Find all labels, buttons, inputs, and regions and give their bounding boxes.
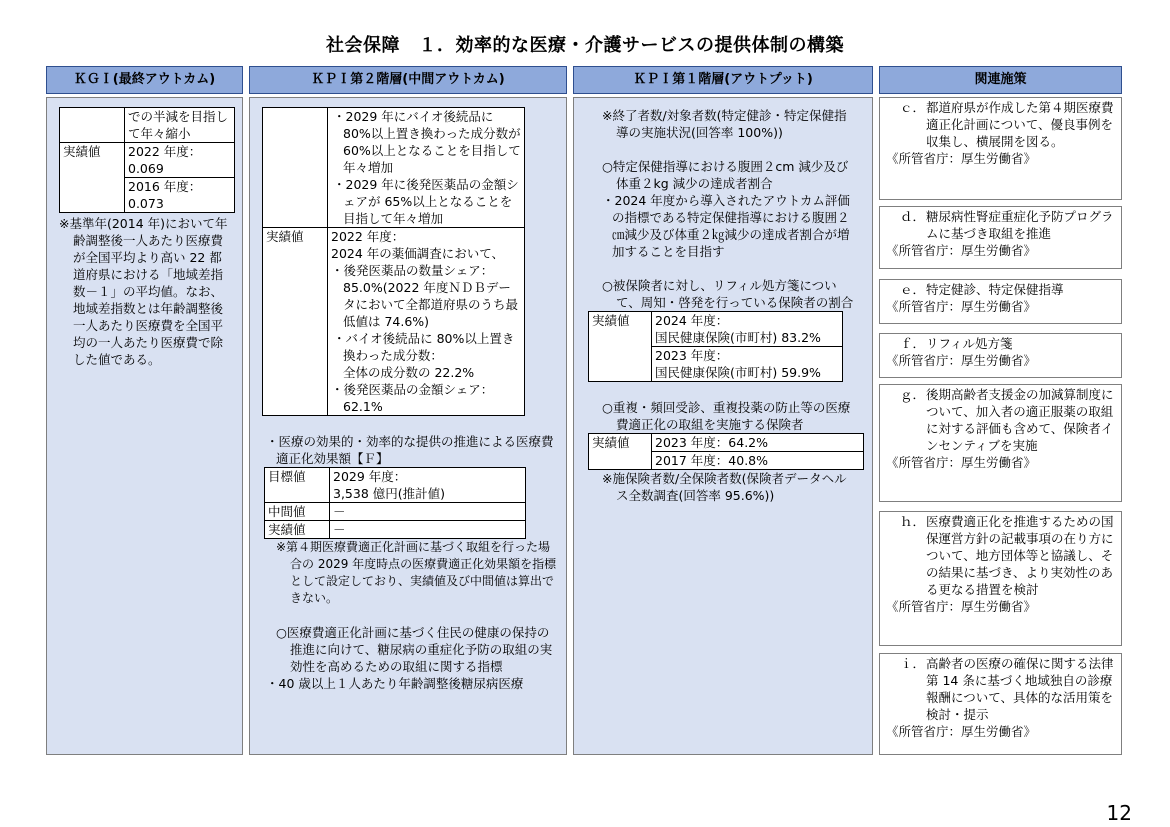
kpi2-table-1 — [262, 107, 525, 416]
kgi-table — [59, 107, 235, 213]
kpi2-actual-label: 実績値 — [263, 228, 328, 416]
table-row: 2017 年度：40.8% — [589, 452, 864, 470]
kgi-target-value: での半減を目指して年々縮小 — [125, 108, 235, 143]
related-item-f: ｆ． リフィル処方箋 《所管省庁：厚生労働省》 — [879, 333, 1122, 378]
related-item-i: ｉ． 高齢者の医療の確保に関する法律第 14 条に基づく地域独自の診療報酬について、具体的な活用策を検討・提示 《所管省庁：厚生労働省》 — [879, 653, 1122, 755]
kgi-note: ※基準年(2014 年)において年齢調整後一人あたり医療費が全国平均より高い 22 都道府県における「地域差指数－１」の平均値。なお、地域差指数とは年齢調整後一人あたり医療費を全国平均の一人あたり医療費で除した値である。 — [59, 216, 228, 367]
kpi1-note1: ※終了者数/対象者数(特定健診・特定保健指導の実施状況(回答率 100%)) — [602, 108, 847, 140]
page-title: 社会保障 １．効率的な医療・介護サービスの提供体制の構築 — [326, 35, 844, 56]
kgi-header: ＫＧＩ(最終アウトカム) — [46, 66, 243, 94]
kpi1-table-2 — [588, 433, 864, 470]
related-item-d: ｄ． 糖尿病性腎症重症化予防プログラムに基づき取組を推進 《所管省庁：厚生労働省》 — [879, 206, 1122, 269]
kpi1-item1-title: ○特定保健指導における腹囲２cm 減少及び体重２kg 減少の達成者割合 — [602, 159, 849, 191]
table-row: 実績値 2022 年度： 0.069 — [60, 143, 235, 178]
table-row: 実績値 2023 年度：64.2% — [589, 434, 864, 452]
page-number: 12 — [1106, 801, 1132, 825]
kpi2-table-2 — [264, 467, 526, 539]
table-row: 実績値 － — [265, 521, 526, 539]
kpi2-header: ＫＰＩ第２階層(中間アウトカム) — [249, 66, 567, 94]
kgi-actual-label: 実績値 — [60, 143, 125, 213]
table-row: 2016 年度： 0.073 — [60, 178, 235, 213]
kgi-column — [46, 97, 243, 755]
kpi1-column — [573, 97, 873, 755]
kpi1-item2-title: ○被保険者に対し、リフィル処方箋について、周知・啓発を行っている保険者の割合 — [602, 278, 854, 310]
kpi1-note2: ※施保険者数/全保険者数(保険者データヘルス全数調査(回答率 95.6%)) — [602, 471, 847, 503]
kpi1-item1-bullet: ・2024 年度から導入されたアウトカム評価の指標である特定保健指導における腹囲２㎝減少及び体重２㎏減少の達成者割合が増加することを目指す — [602, 193, 850, 259]
table-row: 実績値 2024 年度： 国民健康保険(市町村) 83.2% — [589, 312, 843, 347]
kpi1-item3-title: ○重複・頻回受診、重複投薬の防止等の医療費適正化の取組を実施する保険者 — [602, 400, 851, 432]
related-header: 関連施策 — [879, 66, 1122, 94]
table-row: 目標値 2029 年度： 3,538 億円(推計値) — [265, 468, 526, 503]
kpi2-item3-title: ○医療費適正化計画に基づく住民の健康の保持の推進に向けて、糖尿病の重症化予防の取組の実効性を高めるための取組に関する指標 — [276, 625, 553, 674]
kpi2-column — [249, 97, 567, 755]
table-row — [60, 108, 235, 143]
related-item-g: ｇ． 後期高齢者支援金の加減算制度について、加入者の適正服薬の取組に対する評価も含めて、保険者インセンティブを実施 《所管省庁：厚生労働省》 — [879, 384, 1122, 502]
table-row: 2023 年度： 国民健康保険(市町村) 59.9% — [589, 347, 843, 382]
table-row: 中間値 － — [265, 503, 526, 521]
kpi2-item2-note: ※第４期医療費適正化計画に基づく取組を行った場合の 2029 年度時点の医療費適正化効果額を指標として設定しており、実績値及び中間値は算出できない。 — [276, 540, 557, 605]
kpi1-table-1 — [588, 311, 843, 382]
related-item-c: ｃ． 都道府県が作成した第４期医療費適正化計画について、優良事例を収集し、横展開を図る。 《所管省庁：厚生労働省》 — [879, 97, 1122, 200]
table-row: ・2029 年にバイオ後続品に 80%以上置き換わった成分数が 60%以上となることを目指して年々増加 ・2029 年に後発医薬品の金額シェアが 65%以上となることを目指して年々増加 — [263, 108, 525, 228]
kpi2-item3-bullet: ・40 歳以上１人あたり年齢調整後糖尿病医療 — [266, 676, 524, 691]
related-item-e: ｅ． 特定健診、特定保健指導 《所管省庁：厚生労働省》 — [879, 279, 1122, 324]
kpi2-item2-title: ・医療の効果的・効率的な提供の推進による医療費適正化効果額【Ｆ】 — [266, 434, 554, 466]
table-row: 実績値 2022 年度： 2024 年の薬価調査において、 ・後発医薬品の数量シェア： 85.0%(2022 年度ＮＤＢデータにおいて全都道府県のうち最低値は 74.6%) ・バイオ後続品に 80%以上置き換わった成分数： 全体の成分数の 22.2% ・後発医薬品の金額シェア： 62.1% — [263, 228, 525, 416]
related-item-h: ｈ． 医療費適正化を推進するための国保運営方針の記載事項の在り方について、地方団体等と協議し、その結果に基づき、より実効性のある更なる措置を検討 《所管省庁：厚生労働省》 — [879, 511, 1122, 646]
kpi1-header: ＫＰＩ第１階層(アウトプット) — [573, 66, 873, 94]
